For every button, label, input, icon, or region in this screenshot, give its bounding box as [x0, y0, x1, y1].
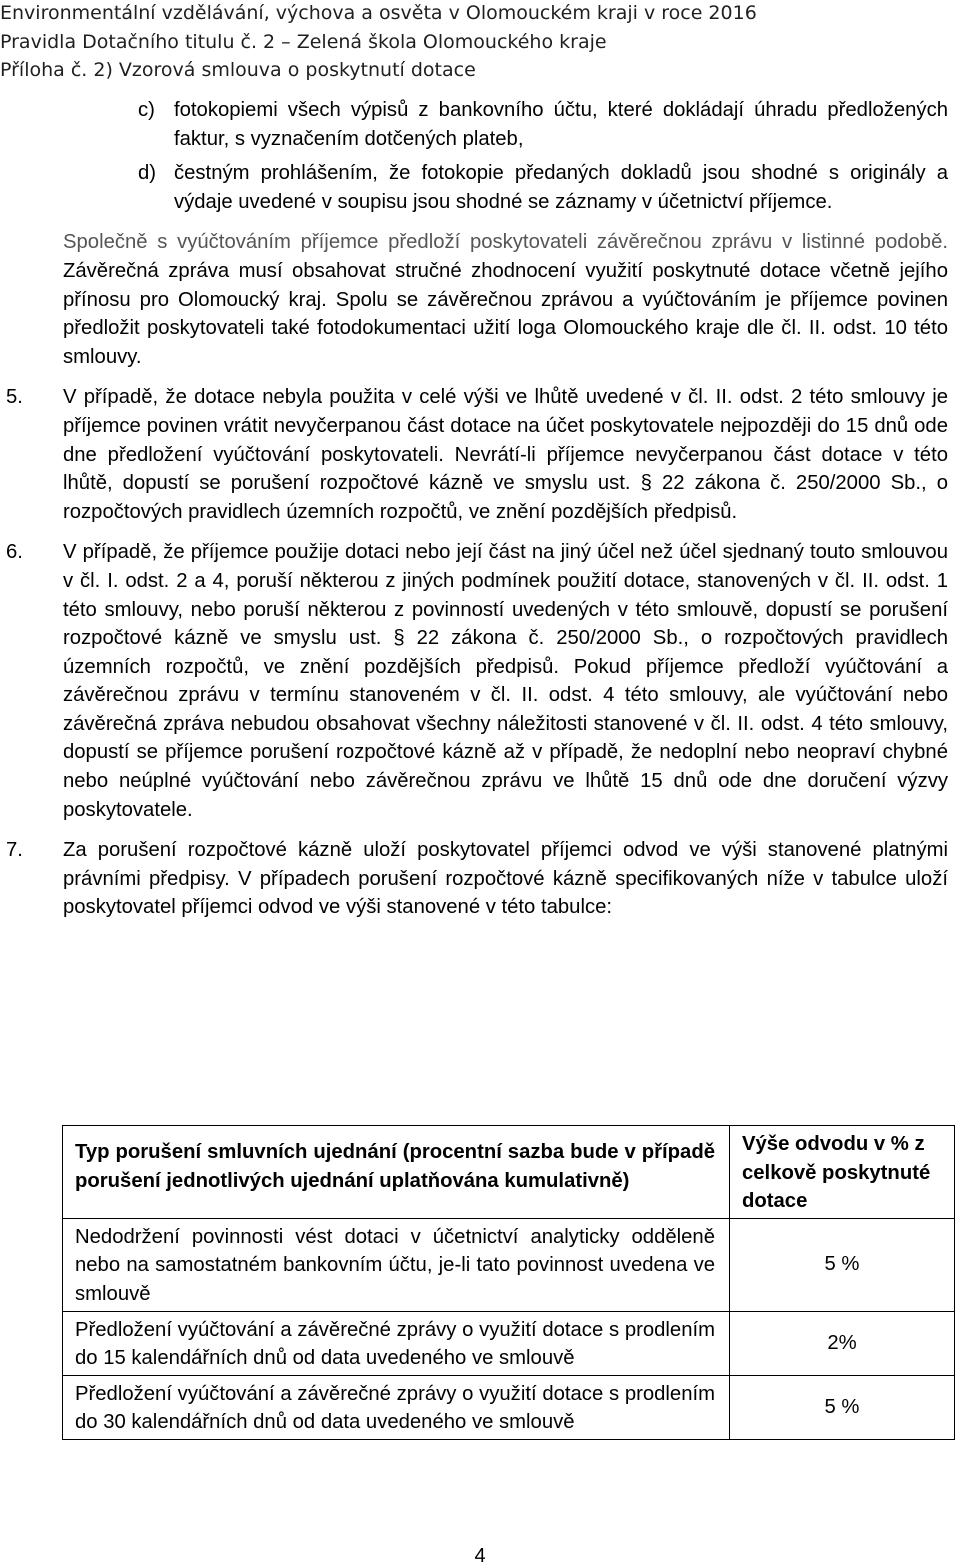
final-report-text: Závěrečná zpráva musí obsahovat stručné zhodnocení využití poskytnuté dotace včetně jejího přínosu pro Olomoucký kraj. Spolu se závěrečnou zprávou a vyúčtováním je příjemce povinen předložit poskytovateli také fotodokumentaci užití loga Olomouckého kraje dle čl. II. odst. 10 této smlouvy.: [63, 259, 948, 368]
table-cell-type: Předložení vyúčtování a závěrečné zprávy o využití dotace s prodlením do 30 kalendářních dnů od data uvedeného ve smlouvě: [63, 1375, 730, 1439]
clause-7: [6, 836, 948, 922]
clause-text: V případě, že dotace nebyla použita v celé výši ve lhůtě uvedené v čl. II. odst. 2 této smlouvy je příjemce povinen vrátit nevyčerpanou část dotace na účet poskytovatele nejpozději do 15 dnů ode dne předložení vyúčtování poskytovateli. Nevrátí-li příjemce nevyčerpanou část dotace v této lhůtě, dopustí se porušení rozpočtové kázně ve smyslu ust. § 22 zákona č. 250/2000 Sb., o rozpočtových pravidlech územních rozpočtů, ve znění pozdějších předpisů.: [63, 386, 948, 523]
list-text: fotokopiemi všech výpisů z bankovního účtu, které dokládají úhradu předložených faktur, s vyznačením dotčených plateb,: [174, 99, 948, 150]
table-cell-amount: 5 %: [730, 1375, 955, 1439]
page-number: 4: [474, 1545, 486, 1567]
table-cell-amount: 2%: [730, 1311, 955, 1375]
list-label: d): [138, 162, 157, 185]
clause-number: 5.: [6, 386, 23, 409]
table-row: [63, 1375, 955, 1439]
table-header-type: Typ porušení smluvních ujednání (procentní sazba bude v případě porušení jednotlivých ujednání uplatňována kumulativně): [63, 1126, 730, 1219]
header-line-1: Environmentální vzdělávání, výchova a osvěta v Olomouckém kraji v roce 2016: [0, 2, 757, 24]
list-item-c: [138, 96, 948, 153]
final-report-grey-text: Společně s vyúčtováním příjemce předloží poskytovateli závěrečnou zprávu v listinné podobě.: [63, 231, 948, 254]
list-text: čestným prohlášením, že fotokopie předaných dokladů jsou shodné s originály a výdaje uvedené v soupisu jsou shodné se záznamy v účetnictví příjemce.: [174, 162, 948, 213]
document-body: [0, 96, 960, 922]
clause-text: V případě, že příjemce použije dotaci nebo její část na jiný účel než účel sjednaný touto smlouvou v čl. I. odst. 2 a 4, poruší některou z jiných podmínek použití dotace, stanovených v čl. II. odst. 1 této smlouvy, nebo poruší některou z povinností uvedených v této smlouvě, dopustí se porušení rozpočtové kázně ve smyslu ust. § 22 zákona č. 250/2000 Sb., o rozpočtových pravidlech územních rozpočtů, ve znění pozdějších předpisů. Pokud příjemce předloží vyúčtování a závěrečnou zprávu v termínu stanoveném v čl. II. odst. 4 této smlouvy, ale vyúčtování nebo závěrečná zpráva nebudou obsahovat všechny náležitosti stanovené v čl. II. odst. 4 této smlouvy, dopustí se příjemce porušení rozpočtové kázně až v případě, že nedoplní nebo neopraví chybné nebo neúplné vyúčtování nebo závěrečnou zprávu ve lhůtě 15 dnů ode dne doručení výzvy poskytovatele.: [63, 541, 948, 821]
clause-number: 7.: [6, 839, 23, 862]
clause-6: [6, 538, 948, 824]
clause-number: 6.: [6, 541, 23, 564]
final-report-paragraph: [63, 228, 948, 371]
table-cell-type: Nedodržení povinnosti vést dotaci v účetnictví analyticky odděleně nebo na samostatném bankovním účtu, je-li tato povinnost uvedena ve smlouvě: [63, 1218, 730, 1311]
table-cell-type: Předložení vyúčtování a závěrečné zprávy o využití dotace s prodlením do 15 kalendářních dnů od data uvedeného ve smlouvě: [63, 1311, 730, 1375]
header-line-2: Pravidla Dotačního titulu č. 2 – Zelená škola Olomouckého kraje: [0, 31, 607, 53]
list-label: c): [138, 99, 155, 121]
table-row: [63, 1311, 955, 1375]
table-header-row: [63, 1126, 955, 1219]
clause-text: Za porušení rozpočtové kázně uloží poskytovatel příjemci odvod ve výši stanovené platnými právními předpisy. V případech porušení rozpočtové kázně specifikovaných níže v tabulce uloží poskytovatel příjemci odvod ve výši stanovené v této tabulce:: [63, 839, 948, 919]
table-row: [63, 1218, 955, 1311]
penalty-table: [62, 1125, 955, 1440]
clause-5: [6, 383, 948, 526]
table-cell-amount: 5 %: [730, 1218, 955, 1311]
table-header-amount: Výše odvodu v % z celkově poskytnuté dotace: [730, 1126, 955, 1219]
header-line-3: Příloha č. 2) Vzorová smlouva o poskytnutí dotace: [0, 59, 476, 81]
list-item-d: [138, 159, 948, 216]
